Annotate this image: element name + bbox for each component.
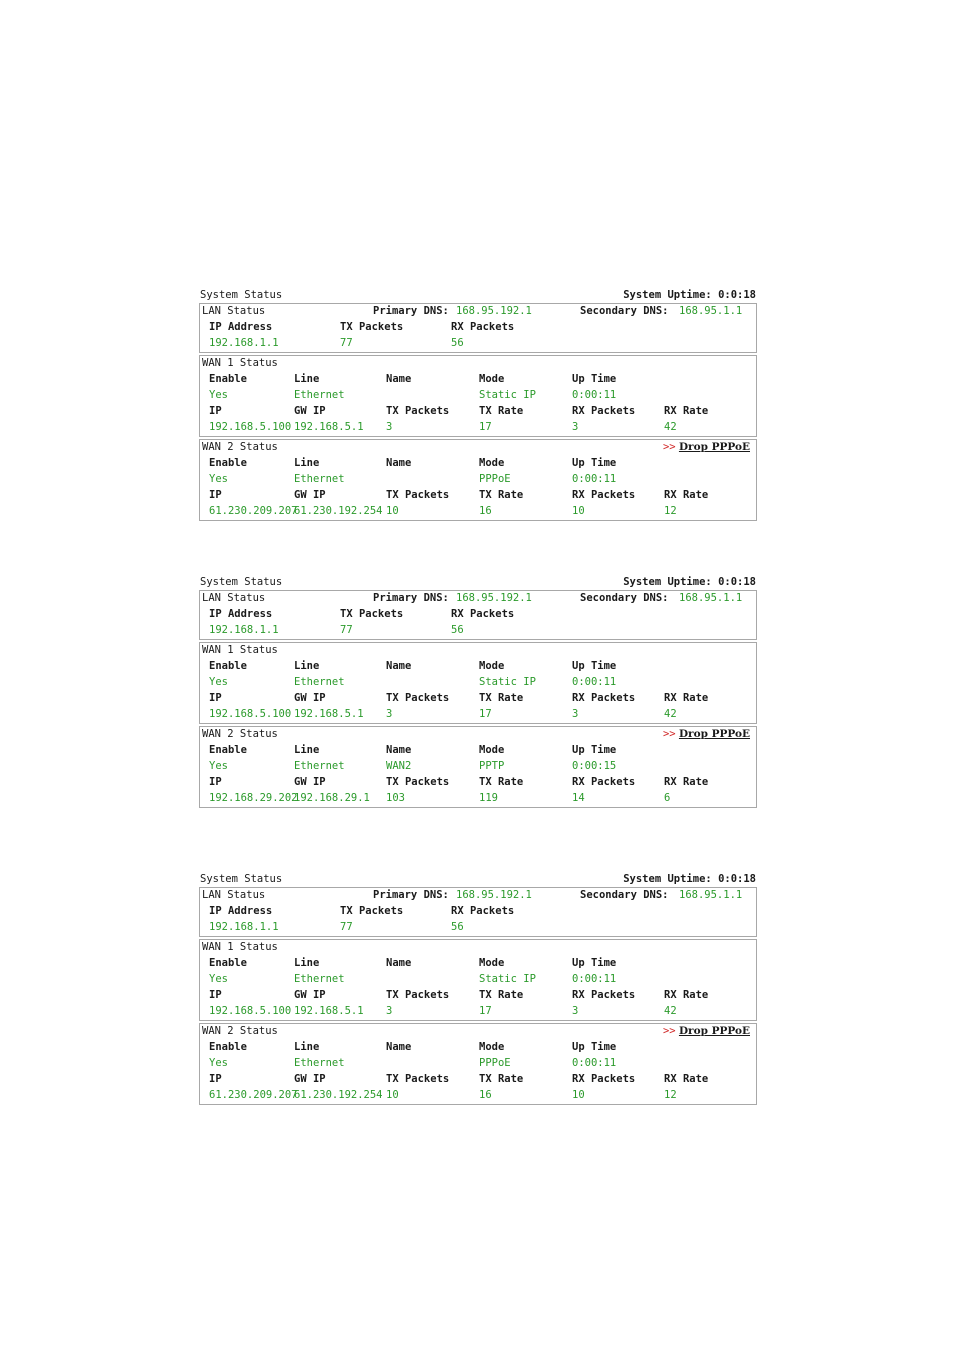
wan2-tx-rate-value: 16 <box>479 1089 492 1101</box>
system-status-panel-2 <box>199 574 757 810</box>
wan2-header-row-1 <box>200 743 756 759</box>
wan2-gw-ip-value: 192.168.29.1 <box>294 792 370 804</box>
wan1-gw-ip-value: 192.168.5.1 <box>294 1005 364 1017</box>
wan1-header-row-1 <box>200 956 756 972</box>
secondary-dns-label: Secondary DNS: <box>580 889 669 901</box>
lan-status-title: LAN Status <box>202 305 266 317</box>
wan1-ip-value: 192.168.5.100 <box>209 421 292 433</box>
wan2-rx-packets-value: 14 <box>572 792 585 804</box>
secondary-dns-label: Secondary DNS: <box>580 305 669 317</box>
lan-tx-packets-value: 77 <box>340 337 353 349</box>
wan1-enable-value: Yes <box>209 973 228 985</box>
wan2-rx-rate-label: RX Rate <box>664 489 709 501</box>
wan1-gw-ip-label: GW IP <box>294 405 326 417</box>
lan-status-section <box>199 887 757 937</box>
wan1-line-value: Ethernet <box>294 389 345 401</box>
lan-status-title: LAN Status <box>202 592 266 604</box>
wan1-rx-rate-value: 42 <box>664 421 677 433</box>
wan2-ip-label: IP <box>209 1073 222 1085</box>
wan2-uptime-value: 0:00:11 <box>572 1057 617 1069</box>
wan2-gw-ip-label: GW IP <box>294 776 326 788</box>
wan2-rx-packets-label: RX Packets <box>572 489 636 501</box>
wan2-tx-packets-value: 10 <box>386 1089 399 1101</box>
wan2-ip-value: 192.168.29.202 <box>209 792 298 804</box>
lan-tx-packets-label: TX Packets <box>340 321 404 333</box>
wan1-ip-label: IP <box>209 405 222 417</box>
wan1-mode-value: Static IP <box>479 973 536 985</box>
wan1-enable-label: Enable <box>209 373 247 385</box>
wan2-line-label: Line <box>294 457 320 469</box>
wan2-status-title: WAN 2 Status <box>202 441 278 453</box>
wan2-uptime-label: Up Time <box>572 1041 617 1053</box>
lan-ip-address-value: 192.168.1.1 <box>209 921 279 933</box>
wan2-ip-label: IP <box>209 489 222 501</box>
wan2-header-row-2 <box>200 775 756 791</box>
wan2-tx-rate-label: TX Rate <box>479 1073 524 1085</box>
wan2-rx-packets-label: RX Packets <box>572 776 636 788</box>
lan-rx-packets-value: 56 <box>451 337 464 349</box>
panel-title: System Status <box>200 873 283 885</box>
wan1-status-title: WAN 1 Status <box>202 357 278 369</box>
wan2-name-label: Name <box>386 457 412 469</box>
lan-title-row <box>200 304 756 320</box>
wan1-gw-ip-label: GW IP <box>294 692 326 704</box>
wan1-line-label: Line <box>294 660 320 672</box>
lan-header-row <box>200 320 756 336</box>
wan2-header-row-1 <box>200 456 756 472</box>
wan2-value-row-1 <box>200 759 756 775</box>
wan2-tx-rate-value: 16 <box>479 505 492 517</box>
wan1-tx-packets-value: 3 <box>386 421 393 433</box>
wan1-mode-label: Mode <box>479 373 505 385</box>
wan1-mode-label: Mode <box>479 660 505 672</box>
secondary-dns-value: 168.95.1.1 <box>679 889 743 901</box>
wan2-title-row <box>200 440 756 456</box>
wan1-enable-value: Yes <box>209 676 228 688</box>
wan1-uptime-value: 0:00:11 <box>572 973 617 985</box>
wan1-mode-value: Static IP <box>479 389 536 401</box>
lan-title-row <box>200 591 756 607</box>
wan2-status-section <box>199 1023 757 1105</box>
wan1-name-label: Name <box>386 373 412 385</box>
wan1-tx-rate-value: 17 <box>479 1005 492 1017</box>
wan1-line-label: Line <box>294 373 320 385</box>
wan2-tx-rate-label: TX Rate <box>479 776 524 788</box>
wan1-rx-packets-label: RX Packets <box>572 692 636 704</box>
wan1-rx-rate-value: 42 <box>664 1005 677 1017</box>
lan-rx-packets-label: RX Packets <box>451 321 515 333</box>
wan1-tx-packets-label: TX Packets <box>386 989 450 1001</box>
wan2-line-label: Line <box>294 744 320 756</box>
wan2-header-row-2 <box>200 488 756 504</box>
lan-tx-packets-value: 77 <box>340 624 353 636</box>
wan1-rx-rate-value: 42 <box>664 708 677 720</box>
wan2-enable-value: Yes <box>209 1057 228 1069</box>
lan-value-row <box>200 623 756 639</box>
wan1-status-title: WAN 1 Status <box>202 644 278 656</box>
wan1-rx-rate-label: RX Rate <box>664 405 709 417</box>
wan1-status-section <box>199 355 757 437</box>
wan2-tx-packets-label: TX Packets <box>386 1073 450 1085</box>
system-uptime-value: 0:0:18 <box>718 576 756 588</box>
wan2-status-title: WAN 2 Status <box>202 728 278 740</box>
wan2-tx-rate-value: 119 <box>479 792 498 804</box>
wan1-tx-rate-label: TX Rate <box>479 989 524 1001</box>
primary-dns-value: 168.95.192.1 <box>456 889 532 901</box>
wan2-gw-ip-value: 61.230.192.254 <box>294 1089 383 1101</box>
primary-dns-label: Primary DNS: <box>373 305 449 317</box>
wan2-ip-label: IP <box>209 776 222 788</box>
secondary-dns-value: 168.95.1.1 <box>679 592 743 604</box>
panel-header <box>199 871 757 887</box>
wan1-gw-ip-value: 192.168.5.1 <box>294 708 364 720</box>
wan2-gw-ip-label: GW IP <box>294 1073 326 1085</box>
primary-dns-label: Primary DNS: <box>373 592 449 604</box>
wan1-enable-value: Yes <box>209 389 228 401</box>
wan1-tx-rate-label: TX Rate <box>479 692 524 704</box>
system-uptime <box>623 289 756 301</box>
wan2-rx-packets-label: RX Packets <box>572 1073 636 1085</box>
lan-value-row <box>200 336 756 352</box>
wan2-line-value: Ethernet <box>294 473 345 485</box>
lan-header-row <box>200 904 756 920</box>
wan1-value-row-1 <box>200 675 756 691</box>
lan-ip-address-label: IP Address <box>209 905 273 917</box>
lan-status-title: LAN Status <box>202 889 266 901</box>
wan1-uptime-label: Up Time <box>572 373 617 385</box>
wan1-title-row <box>200 643 756 659</box>
wan2-mode-label: Mode <box>479 744 505 756</box>
wan1-line-label: Line <box>294 957 320 969</box>
primary-dns-label: Primary DNS: <box>373 889 449 901</box>
lan-ip-address-label: IP Address <box>209 321 273 333</box>
wan2-value-row-1 <box>200 1056 756 1072</box>
wan1-value-row-1 <box>200 972 756 988</box>
wan1-gw-ip-label: GW IP <box>294 989 326 1001</box>
wan1-line-value: Ethernet <box>294 973 345 985</box>
wan1-value-row-2 <box>200 420 756 436</box>
wan1-rx-rate-label: RX Rate <box>664 989 709 1001</box>
wan2-name-label: Name <box>386 744 412 756</box>
wan2-rx-packets-value: 10 <box>572 1089 585 1101</box>
drop-arrow-icon: >> <box>662 728 676 740</box>
lan-ip-address-label: IP Address <box>209 608 273 620</box>
wan2-uptime-label: Up Time <box>572 457 617 469</box>
wan2-uptime-value: 0:00:11 <box>572 473 617 485</box>
wan2-rx-rate-label: RX Rate <box>664 1073 709 1085</box>
wan1-header-row-2 <box>200 988 756 1004</box>
wan2-rx-rate-value: 12 <box>664 1089 677 1101</box>
wan1-status-title: WAN 1 Status <box>202 941 278 953</box>
lan-ip-address-value: 192.168.1.1 <box>209 337 279 349</box>
wan1-ip-value: 192.168.5.100 <box>209 1005 292 1017</box>
wan2-title-row <box>200 727 756 743</box>
drop-pppoe-link[interactable] <box>663 1025 750 1037</box>
wan1-ip-label: IP <box>209 692 222 704</box>
system-uptime-value: 0:0:18 <box>718 289 756 301</box>
wan1-rx-packets-value: 3 <box>572 1005 579 1017</box>
wan2-gw-ip-label: GW IP <box>294 489 326 501</box>
wan2-enable-label: Enable <box>209 744 247 756</box>
wan1-mode-label: Mode <box>479 957 505 969</box>
wan1-uptime-label: Up Time <box>572 660 617 672</box>
wan1-header-row-2 <box>200 691 756 707</box>
wan2-ip-value: 61.230.209.207 <box>209 505 298 517</box>
wan1-uptime-value: 0:00:11 <box>572 676 617 688</box>
wan1-rx-packets-value: 3 <box>572 708 579 720</box>
wan2-rx-rate-label: RX Rate <box>664 776 709 788</box>
system-status-panel-3 <box>199 871 757 1107</box>
wan1-uptime-value: 0:00:11 <box>572 389 617 401</box>
lan-value-row <box>200 920 756 936</box>
wan1-header-row-1 <box>200 659 756 675</box>
wan2-value-row-2 <box>200 791 756 807</box>
drop-pppoe-button[interactable]: Drop PPPoE <box>678 1025 750 1037</box>
wan2-status-section <box>199 439 757 521</box>
wan2-tx-packets-label: TX Packets <box>386 489 450 501</box>
wan2-value-row-1 <box>200 472 756 488</box>
wan1-header-row-2 <box>200 404 756 420</box>
wan2-title-row <box>200 1024 756 1040</box>
wan1-rx-packets-label: RX Packets <box>572 405 636 417</box>
panel-header <box>199 287 757 303</box>
wan2-enable-value: Yes <box>209 473 228 485</box>
lan-title-row <box>200 888 756 904</box>
wan1-line-value: Ethernet <box>294 676 345 688</box>
system-status-panel-1 <box>199 287 757 523</box>
wan1-status-section <box>199 642 757 724</box>
wan2-gw-ip-value: 61.230.192.254 <box>294 505 383 517</box>
wan2-enable-label: Enable <box>209 457 247 469</box>
system-uptime <box>623 873 756 885</box>
wan2-tx-packets-value: 103 <box>386 792 405 804</box>
wan2-name-label: Name <box>386 1041 412 1053</box>
panel-title: System Status <box>200 576 283 588</box>
wan2-value-row-2 <box>200 1088 756 1104</box>
lan-rx-packets-label: RX Packets <box>451 905 515 917</box>
lan-header-row <box>200 607 756 623</box>
wan1-tx-packets-value: 3 <box>386 1005 393 1017</box>
wan1-enable-label: Enable <box>209 957 247 969</box>
wan1-tx-rate-label: TX Rate <box>479 405 524 417</box>
wan1-name-label: Name <box>386 660 412 672</box>
wan2-ip-value: 61.230.209.207 <box>209 1089 298 1101</box>
wan2-enable-label: Enable <box>209 1041 247 1053</box>
wan1-mode-value: Static IP <box>479 676 536 688</box>
lan-tx-packets-value: 77 <box>340 921 353 933</box>
wan2-mode-label: Mode <box>479 1041 505 1053</box>
drop-pppoe-link[interactable] <box>663 441 750 453</box>
wan2-line-value: Ethernet <box>294 760 345 772</box>
wan1-tx-rate-value: 17 <box>479 708 492 720</box>
wan1-tx-rate-value: 17 <box>479 421 492 433</box>
wan2-uptime-label: Up Time <box>572 744 617 756</box>
wan1-gw-ip-value: 192.168.5.1 <box>294 421 364 433</box>
primary-dns-value: 168.95.192.1 <box>456 592 532 604</box>
wan2-status-title: WAN 2 Status <box>202 1025 278 1037</box>
wan2-tx-rate-label: TX Rate <box>479 489 524 501</box>
wan2-enable-value: Yes <box>209 760 228 772</box>
wan1-rx-packets-label: RX Packets <box>572 989 636 1001</box>
wan2-tx-packets-value: 10 <box>386 505 399 517</box>
wan1-header-row-1 <box>200 372 756 388</box>
wan2-status-section <box>199 726 757 808</box>
wan2-rx-rate-value: 6 <box>664 792 671 804</box>
wan1-tx-packets-label: TX Packets <box>386 405 450 417</box>
wan1-value-row-2 <box>200 707 756 723</box>
drop-arrow-icon: >> <box>662 1025 676 1037</box>
lan-status-section <box>199 303 757 353</box>
primary-dns-value: 168.95.192.1 <box>456 305 532 317</box>
wan1-name-label: Name <box>386 957 412 969</box>
system-uptime-label: System Uptime: <box>623 289 712 301</box>
wan1-ip-label: IP <box>209 989 222 1001</box>
lan-rx-packets-label: RX Packets <box>451 608 515 620</box>
wan2-header-row-1 <box>200 1040 756 1056</box>
wan1-rx-rate-label: RX Rate <box>664 692 709 704</box>
wan2-mode-label: Mode <box>479 457 505 469</box>
wan1-status-section <box>199 939 757 1021</box>
wan2-header-row-2 <box>200 1072 756 1088</box>
lan-tx-packets-label: TX Packets <box>340 608 404 620</box>
wan2-tx-packets-label: TX Packets <box>386 776 450 788</box>
wan2-line-value: Ethernet <box>294 1057 345 1069</box>
wan1-tx-packets-value: 3 <box>386 708 393 720</box>
secondary-dns-label: Secondary DNS: <box>580 592 669 604</box>
lan-ip-address-value: 192.168.1.1 <box>209 624 279 636</box>
system-uptime-value: 0:0:18 <box>718 873 756 885</box>
lan-tx-packets-label: TX Packets <box>340 905 404 917</box>
wan2-rx-packets-value: 10 <box>572 505 585 517</box>
wan2-mode-value: PPTP <box>479 760 505 772</box>
panel-title: System Status <box>200 289 283 301</box>
secondary-dns-value: 168.95.1.1 <box>679 305 743 317</box>
panel-header <box>199 574 757 590</box>
system-uptime-label: System Uptime: <box>623 576 712 588</box>
system-uptime <box>623 576 756 588</box>
system-uptime-label: System Uptime: <box>623 873 712 885</box>
lan-rx-packets-value: 56 <box>451 624 464 636</box>
wan2-mode-value: PPPoE <box>479 1057 511 1069</box>
wan1-title-row <box>200 356 756 372</box>
drop-pppoe-button[interactable]: Drop PPPoE <box>678 728 750 740</box>
wan1-value-row-2 <box>200 1004 756 1020</box>
wan1-tx-packets-label: TX Packets <box>386 692 450 704</box>
wan2-value-row-2 <box>200 504 756 520</box>
wan1-value-row-1 <box>200 388 756 404</box>
wan2-name-value: WAN2 <box>386 760 412 772</box>
wan2-uptime-value: 0:00:15 <box>572 760 617 772</box>
drop-arrow-icon: >> <box>662 441 676 453</box>
wan1-title-row <box>200 940 756 956</box>
drop-pppoe-link[interactable] <box>663 728 750 740</box>
drop-pppoe-button[interactable]: Drop PPPoE <box>678 441 750 453</box>
lan-rx-packets-value: 56 <box>451 921 464 933</box>
wan2-rx-rate-value: 12 <box>664 505 677 517</box>
wan1-enable-label: Enable <box>209 660 247 672</box>
wan1-uptime-label: Up Time <box>572 957 617 969</box>
wan2-mode-value: PPPoE <box>479 473 511 485</box>
wan2-line-label: Line <box>294 1041 320 1053</box>
wan1-rx-packets-value: 3 <box>572 421 579 433</box>
lan-status-section <box>199 590 757 640</box>
wan1-ip-value: 192.168.5.100 <box>209 708 292 720</box>
